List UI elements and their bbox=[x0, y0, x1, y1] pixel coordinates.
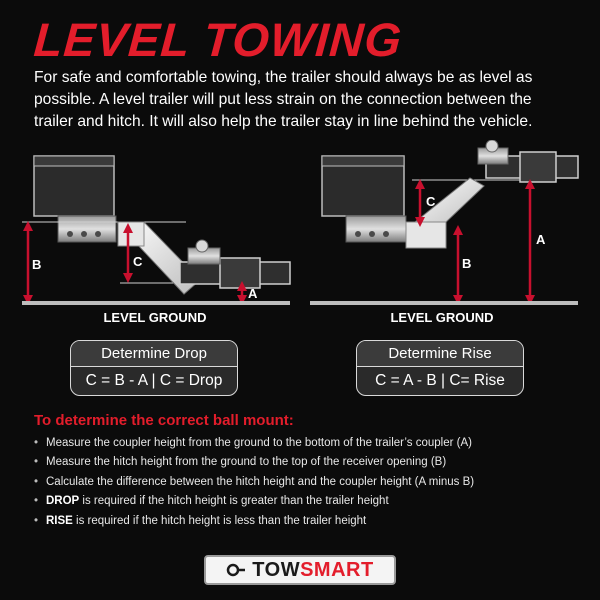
label-a: A bbox=[536, 232, 546, 247]
step-text: Calculate the difference between the hitch height and the coupler height (A minus B) bbox=[46, 475, 475, 488]
coupler-bolt bbox=[81, 231, 87, 237]
label-a: A bbox=[248, 286, 258, 301]
coupler-bolt bbox=[369, 231, 375, 237]
determine-drop-title: Determine Drop bbox=[71, 341, 237, 367]
list-item bbox=[34, 512, 594, 531]
ground-right bbox=[310, 301, 578, 305]
determine-drop-box bbox=[70, 340, 238, 396]
instruction-list bbox=[34, 434, 594, 531]
logo-text-smart: SMART bbox=[300, 558, 374, 581]
label-c: C bbox=[133, 254, 143, 269]
trailer-coupler bbox=[58, 216, 116, 242]
determine-rise-title: Determine Rise bbox=[357, 341, 523, 367]
ball-mount-heading: To determine the correct ball mount: bbox=[34, 412, 294, 429]
list-item bbox=[34, 473, 594, 492]
drop-diagram bbox=[22, 156, 290, 325]
ground-left bbox=[22, 301, 290, 305]
coupler-bolt bbox=[95, 231, 101, 237]
ball-mount-platform bbox=[406, 222, 446, 248]
rise-diagram bbox=[310, 140, 578, 325]
towsmart-logo bbox=[204, 555, 396, 585]
trailer-coupler bbox=[346, 216, 406, 242]
step-keyword: DROP bbox=[46, 495, 80, 508]
coupler-bolt bbox=[383, 231, 389, 237]
list-item bbox=[34, 492, 594, 511]
page-title: LEVEL TOWING bbox=[32, 13, 404, 66]
step-text: is required if the hitch height is less than the trailer height bbox=[72, 514, 367, 527]
label-b: B bbox=[32, 257, 42, 272]
drop-formula: C = B - A | C = Drop bbox=[85, 372, 223, 389]
hitch-pin-head bbox=[196, 240, 208, 252]
intro-paragraph: For safe and comfortable towing, the trailer should always be as level as possible. A level trailer will put less strain on the connection between the trailer and hitch. It will also help the trailer stay in line behind the vehicle. bbox=[34, 69, 533, 130]
receiver-collar bbox=[520, 152, 556, 182]
determine-rise-box bbox=[356, 340, 524, 396]
trailer-top bbox=[322, 156, 404, 166]
label-c: C bbox=[426, 194, 436, 209]
step-keyword: RISE bbox=[46, 514, 73, 527]
rise-formula: C = A - B | C= Rise bbox=[375, 372, 505, 389]
ground-label-left: LEVEL GROUND bbox=[103, 310, 207, 325]
trailer-top bbox=[34, 156, 114, 166]
step-text: Measure the hitch height from the ground to the top of the receiver opening (B) bbox=[46, 456, 447, 469]
label-b: B bbox=[462, 256, 472, 271]
step-text: is required if the hitch height is greater than the trailer height bbox=[79, 495, 389, 508]
receiver-collar bbox=[220, 258, 260, 288]
step-text: Measure the coupler height from the ground to the bottom of the trailer’s coupler (A) bbox=[46, 437, 472, 449]
coupler-bolt bbox=[67, 231, 73, 237]
hitch-hook-icon bbox=[226, 563, 246, 577]
list-item bbox=[34, 453, 594, 472]
list-item bbox=[34, 434, 594, 453]
logo-text-tow: TOW bbox=[252, 558, 301, 581]
ground-label-right: LEVEL GROUND bbox=[390, 310, 494, 325]
ball-mount-platform bbox=[118, 222, 144, 246]
coupler-bolt bbox=[355, 231, 361, 237]
hitch-pin-head bbox=[486, 140, 498, 152]
